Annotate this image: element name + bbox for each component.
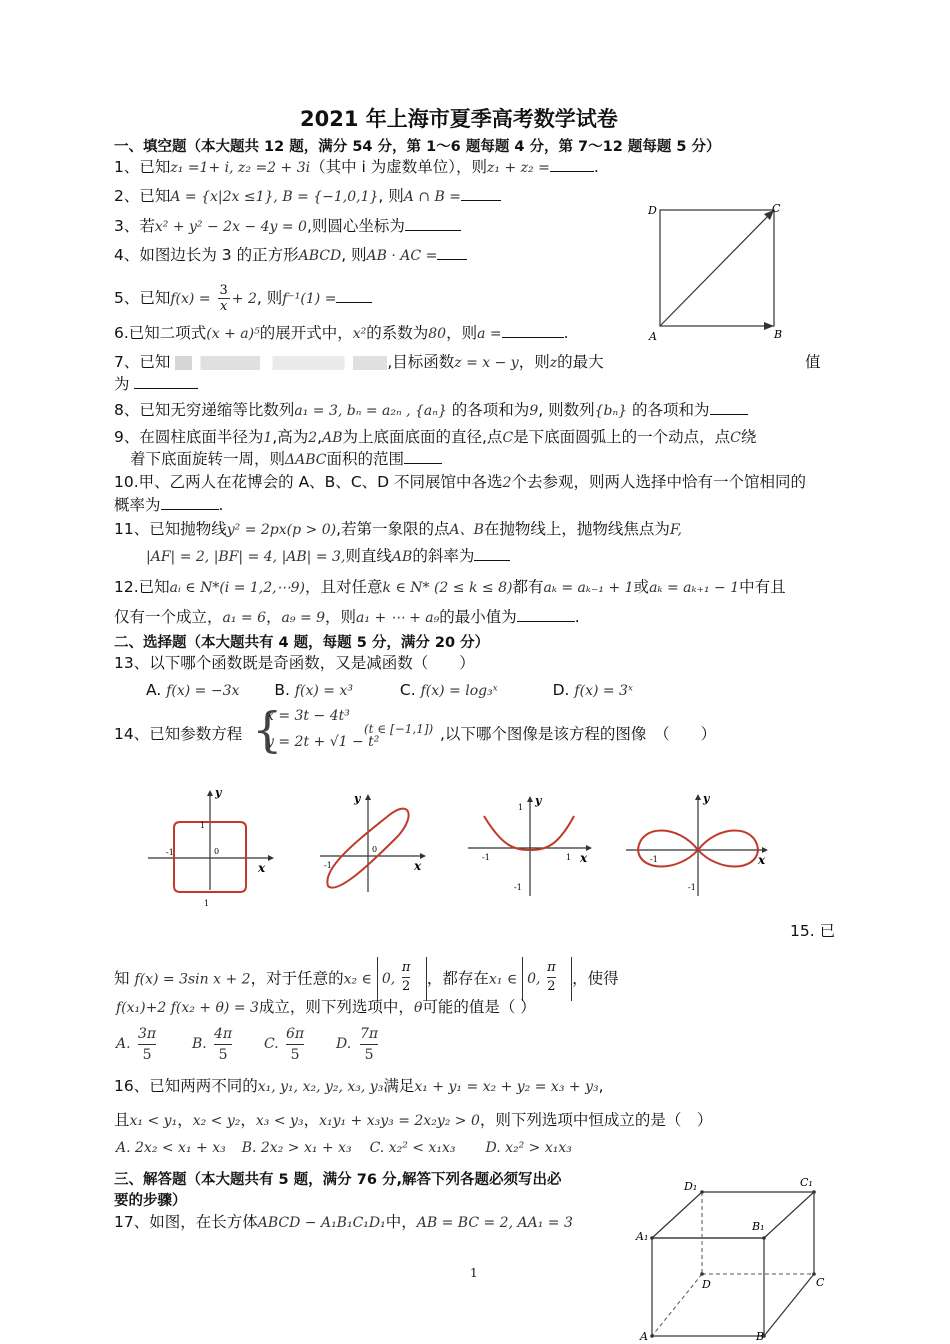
graph-b	[320, 792, 426, 948]
cuboid-label-d: D	[702, 1278, 711, 1291]
question-7: 7、已知 ,目标函数z = x − y，则z的最大	[114, 353, 604, 371]
question-4: 4、如图边长为 3 的正方形ABCD, 则AB · AC =	[114, 245, 467, 266]
question-8: 8、已知无穷递缩等比数列a₁ = 3, bₙ = a₂ₙ , {aₙ} 的各项和为9, 则数列{bₙ} 的各项和为	[114, 400, 748, 421]
question-12: 12.已知aᵢ ∈ N*(i = 1,2,⋯9)，且对任意k ∈ N* (2 ≤ k ≤ 8)都有aₖ = aₖ₋₁ + 1或aₖ = aₖ₊₁ − 1中有且	[114, 578, 786, 596]
question-7-value: 值	[805, 353, 821, 371]
graph-a-origin: 0	[214, 847, 220, 856]
question-14-stem-end: ,以下哪个图像是该方程的图像 （ ）	[440, 725, 717, 743]
graph-d-tick-neg1b: -1	[688, 883, 696, 892]
question-13: 13、以下哪个函数既是奇函数，又是减函数（ ）	[114, 654, 475, 672]
graph-d-y-label: y	[703, 792, 710, 805]
question-10-line2: 概率为 .	[114, 496, 224, 514]
graph-a	[148, 786, 274, 948]
cuboid-label-c: C	[816, 1276, 825, 1289]
section-1-heading: 一、填空题（本大题共 12 题，满分 54 分，第 1～6 题每题 4 分，第 7～12 题每题 5 分）	[114, 139, 721, 155]
graph-b-tick-neg1: -1	[324, 861, 332, 870]
cuboid-label-b: B	[756, 1330, 765, 1342]
question-3: 3、若x² + y² − 2x − 4y = 0,则圆心坐标为	[114, 216, 461, 237]
section-3-heading-line2: 要的步骤）	[114, 1193, 187, 1209]
graph-d-tick-neg1: -1	[650, 855, 658, 864]
question-11: 11、已知抛物线y² = 2px(p > 0),若第一象限的点A、B在抛物线上，抛物线焦点为F,	[114, 520, 682, 538]
cuboid-label-b1: B₁	[752, 1220, 765, 1233]
graph-b-origin: 0	[372, 845, 378, 854]
question-16-line2: 且x₁ < y₁，x₂ < y₂，x₃ < y₃，x₁y₁ + x₃y₃ = 2x₂y₂ > 0，则下列选项中恒成立的是（ ）	[114, 1111, 713, 1129]
question-9-line2: 着下底面旋转一周，则ΔABC面积的范围	[130, 449, 442, 470]
graph-c-x-label: x	[580, 851, 588, 865]
question-10: 10.甲、乙两人在花博会的 A、B、C、D 不同展馆中各选2个去参观，则两人选择中恰有一个馆相同的	[114, 473, 806, 491]
graph-options	[130, 778, 790, 948]
square-label-b: B	[774, 328, 783, 341]
section-2-heading: 二、选择题（本大题共有 4 题，每题 5 分，满分 20 分）	[114, 635, 490, 651]
graph-a-y-label: y	[215, 786, 222, 799]
graph-c-tick-1: 1	[518, 803, 524, 812]
question-14: 14、已知参数方程	[114, 725, 243, 743]
question-17: 17、如图，在长方体ABCD − A₁B₁C₁D₁中，AB = BC = 2, AA₁ = 3	[114, 1213, 573, 1231]
cuboid-label-c1: C₁	[800, 1176, 813, 1189]
square-label-c: C	[772, 202, 781, 215]
graph-a-x-label: x	[258, 861, 266, 875]
blurred-constraints	[175, 356, 387, 370]
brace: {	[252, 702, 283, 758]
question-1: 1、已知z₁ =1+ i, z₂ =2 + 3i（其中 i 为虚数单位），则z₁ + z₂ = .	[114, 158, 599, 176]
question-12-line2: 仅有一个成立，a₁ = 6，a₉ = 9，则a₁ + ⋯ + a₉的最小值为 .	[114, 608, 580, 626]
question-15-start: 15. 已	[790, 922, 836, 940]
question-6: 6.已知二项式(x + a)⁵的展开式中，x²的系数为80，则a = .	[114, 324, 569, 342]
square-figure	[640, 198, 790, 348]
section-3-heading: 三、解答题（本大题共有 5 题，满分 76 分,解答下列各题必须写出必	[114, 1172, 562, 1188]
page-number: 1	[470, 1266, 478, 1280]
graph-a-tick-1: 1	[200, 821, 206, 830]
question-13-options: A. f(x) = −3x B. f(x) = x³ C. f(x) = log₃ˣ D. f(x) = 3ˣ	[146, 681, 633, 699]
question-16: 16、已知两两不同的x₁, y₁, x₂, y₂, x₃, y₃满足x₁ + y₁ = x₂ + y₂ = x₃ + y₃,	[114, 1077, 604, 1095]
fraction-numerator: 3	[219, 283, 228, 298]
question-7-line2: 为	[114, 374, 198, 394]
question-2: 2、已知A = {x|2x ≤1}, B = {−1,0,1}, 则A ∩ B =	[114, 186, 501, 207]
cuboid-label-d1: D₁	[684, 1180, 698, 1193]
cuboid-label-a: A	[640, 1330, 648, 1342]
question-11-line2: |AF| = 2, |BF| = 4, |AB| = 3,则直线AB的斜率为	[146, 546, 510, 567]
question-15-line2: f(x₁)+2 f(x₂ + θ) = 3成立，则下列选项中，θ可能的值是（ ）	[116, 998, 536, 1016]
graph-b-x-label: x	[414, 859, 422, 873]
graph-c	[468, 794, 592, 948]
cuboid-figure	[630, 1170, 840, 1342]
graph-d-x-label: x	[758, 853, 766, 867]
question-15: 知 f(x) = 3sin x + 2，对于任意的x₂ ∈ 0, π 2 ，都存在x₁ ∈ 0, π 2 ，使得	[114, 957, 619, 1001]
question-9: 9、在圆柱底面半径为1,高为2,AB为上底面底面的直径,点C是下底面圆弧上的一个动点，点C绕	[114, 428, 757, 446]
question-5: 5、已知f(x) = $\frac{3}{x}$ + 2, 则f⁻¹(1) =	[114, 283, 372, 314]
page-title: 2021 年上海市夏季高考数学试卷	[300, 107, 618, 131]
graph-c-y-label: y	[535, 794, 542, 807]
graph-c-tick-neg1: -1	[482, 853, 490, 862]
graph-c-tick-1b: 1	[566, 853, 572, 862]
cuboid-label-a1: A₁	[636, 1230, 649, 1243]
graph-b-y-label: y	[354, 792, 361, 805]
graph-d	[626, 792, 768, 948]
fraction-denominator: x	[219, 299, 228, 314]
square-label-a: A	[649, 330, 657, 343]
square-label-d: D	[648, 204, 657, 217]
question-16-options: A. 2x₂ < x₁ + x₃ B. 2x₂ > x₁ + x₃ C. x₂² < x₁x₃ D. x₂² > x₁x₃	[116, 1140, 572, 1156]
graph-a-tick-neg1: -1	[166, 848, 174, 857]
graph-c-tick-neg1b: -1	[514, 883, 522, 892]
graph-a-tick-1b: 1	[204, 899, 210, 908]
